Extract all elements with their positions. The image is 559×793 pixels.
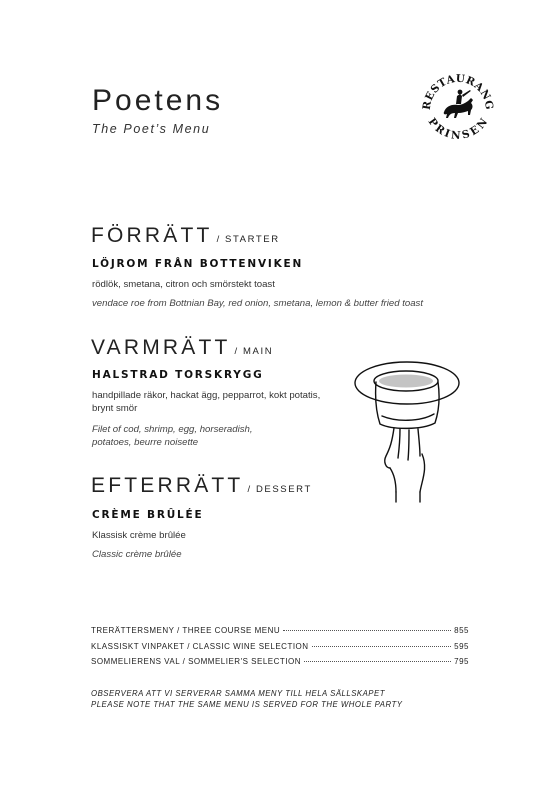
dish-description-sv: Klassisk crème brûlée <box>92 530 186 541</box>
section-title: EFTERRÄTT <box>91 474 244 497</box>
notice-text <box>91 688 402 710</box>
page-title: Poetens <box>92 84 224 117</box>
price-value: 795 <box>454 657 469 666</box>
price-label: TRERÄTTERSMENY / THREE COURSE MENU <box>91 626 281 635</box>
section-subtitle: / MAIN <box>234 346 274 357</box>
dot-leader <box>283 630 451 631</box>
price-value: 855 <box>454 626 469 635</box>
dot-leader <box>304 661 451 662</box>
logo-text-top: RESTAURANG <box>420 72 496 111</box>
hat-in-hand-icon <box>352 356 464 532</box>
price-row <box>91 642 469 651</box>
dish-description-sv: handpillade räkor, hackat ägg, pepparrot, kokt potatis, brynt smör <box>92 390 321 414</box>
section-title: VARMRÄTT <box>91 336 231 359</box>
horse-rider-icon <box>444 90 473 118</box>
section-title: FÖRRÄTT <box>91 224 213 247</box>
section-heading-starter <box>91 224 280 248</box>
dot-leader <box>312 646 452 647</box>
dish-description-en: vendace roe from Bottnian Bay, red onion, smetana, lemon & butter fried toast <box>92 298 423 309</box>
notice-line-sv: OBSERVERA ATT VI SERVERAR SAMMA MENY TILL HELA SÄLLSKAPET <box>91 689 385 698</box>
price-row <box>91 657 469 666</box>
restaurant-seal-icon <box>418 68 498 148</box>
price-row <box>91 626 469 635</box>
logo-text-bottom: PRINSEN <box>425 116 491 143</box>
dish-name: LÖJROM FRÅN BOTTENVIKEN <box>92 258 304 270</box>
page-subtitle: The Poet’s Menu <box>92 122 211 136</box>
dish-name: CRÈME BRÛLÉE <box>92 509 204 521</box>
price-label: SOMMELIERENS VAL / SOMMELIER'S SELECTION <box>91 657 302 666</box>
svg-text:PRINSEN <box>425 116 490 142</box>
section-subtitle: / STARTER <box>216 234 280 245</box>
price-value: 595 <box>454 642 469 651</box>
section-subtitle: / DESSERT <box>247 484 312 495</box>
dish-description-en: Filet of cod, shrimp, egg, horseradish, potatoes, beurre noisette <box>92 424 253 448</box>
section-heading-dessert <box>91 474 312 498</box>
dish-description-en: Classic crème brûlée <box>92 549 182 560</box>
dish-description-sv: rödlök, smetana, citron och smörstekt toast <box>92 279 275 290</box>
price-label: KLASSISKT VINPAKET / CLASSIC WINE SELECTION <box>91 642 309 651</box>
notice-line-en: PLEASE NOTE THAT THE SAME MENU IS SERVED FOR THE WHOLE PARTY <box>91 700 403 709</box>
dish-name: HALSTRAD TORSKRYGG <box>92 369 264 381</box>
section-heading-main <box>91 336 273 360</box>
